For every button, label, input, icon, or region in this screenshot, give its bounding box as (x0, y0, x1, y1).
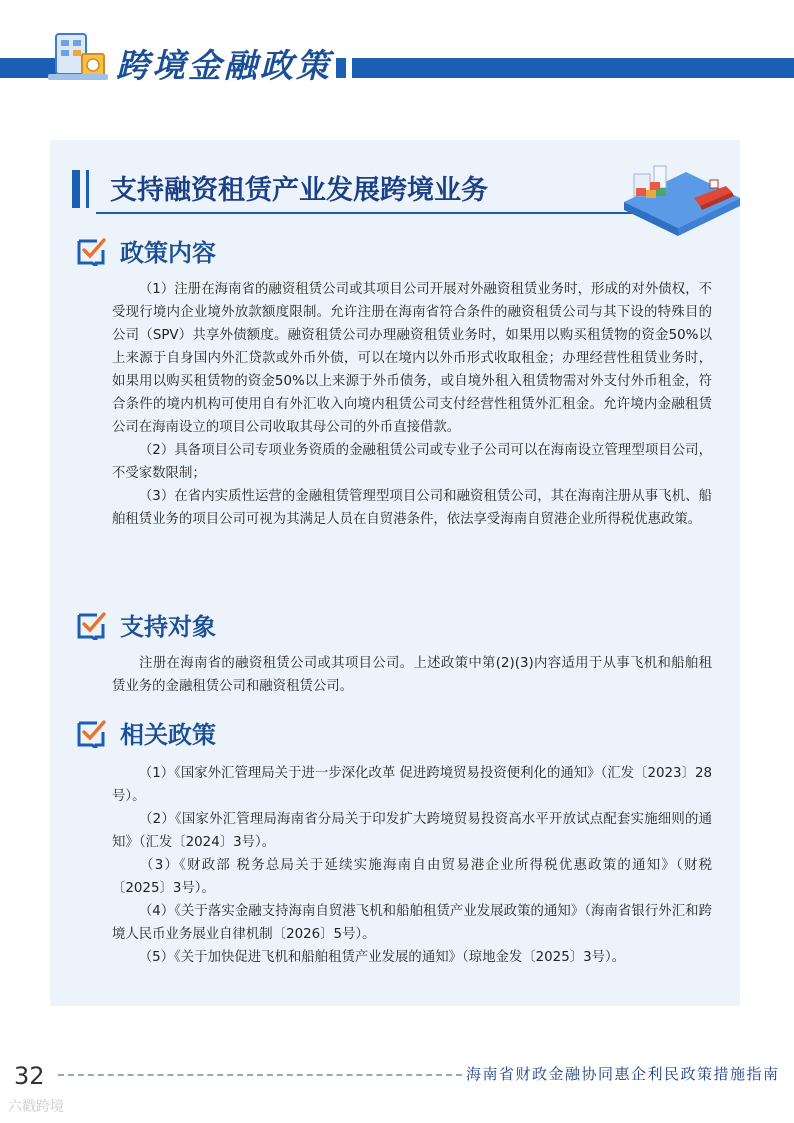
policy-content-body (112, 278, 712, 531)
checkbox-checked-icon (76, 236, 106, 266)
header-title: 跨境金融政策 (116, 46, 332, 85)
footer-dashed-divider (58, 1074, 462, 1076)
finance-building-icon (46, 28, 110, 84)
policy-item-3: （3）在省内实质性运营的金融租赁管理型项目公司和融资租赁公司，其在海南注册从事飞机、船舶租赁业务的项目公司可视为其满足人员在自贸港条件，依法享受海南自贸港企业所得税优惠政策。 (112, 489, 712, 527)
checkbox-checked-icon (76, 718, 106, 748)
support-target-body (112, 652, 712, 698)
port-ship-illustration-icon (616, 152, 742, 238)
policy-content-heading: 政策内容 (120, 239, 216, 267)
section-title-bar-thin (86, 170, 89, 208)
checkbox-checked-icon (76, 610, 106, 640)
related-policy-3: （3）《财政部 税务总局关于延续实施海南自由贸易港企业所得税优惠政策的通知》（财税〔2025〕3号）。 (112, 858, 712, 896)
support-target-text: 注册在海南省的融资租赁公司或其项目公司。上述政策中第(2)(3)内容适用于从事飞机和船舶租赁业务的金融租赁公司和融资租赁公司。 (112, 656, 712, 694)
footer-title: 海南省财政金融协同惠企利民政策措施指南 (466, 1065, 780, 1083)
support-target-heading-block (76, 610, 476, 650)
related-policies-heading-block (76, 718, 476, 758)
related-policies-heading: 相关政策 (120, 721, 216, 749)
page-number: 32 (14, 1062, 45, 1090)
related-policy-2: （2）《国家外汇管理局海南省分局关于印发扩大跨境贸易投资高水平开放试点配套实施细则的通知》（汇发〔2024〕3号）。 (112, 812, 712, 850)
policy-item-1: （1）注册在海南省的融资租赁公司或其项目公司开展对外融资租赁业务时，形成的对外债权，不受现行境内企业境外放款额度限制。允许注册在海南省符合条件的融资租赁公司与其下设的特殊目的公司（SPV）共享外债额度。融资租赁公司办理融资租赁业务时，如果用以购买租赁物的资金50%以上来源于自身国内外汇贷款或外币外债，可以在境内以外币形式收取租金；办理经营性租赁业务时，如果用以购买租赁物的资金50%以上来源于外币债务，或自境外租入租赁物需对外支付外币租金，符合条件的境内机构可使用自有外汇收入向境内租赁公司支付经营性租赁外汇租金。允许境内金融租赁公司在海南设立的项目公司收取其母公司的外币直接借款。 (112, 282, 712, 435)
support-target-heading: 支持对象 (120, 613, 216, 641)
section-title: 支持融资租赁产业发展跨境业务 (110, 175, 488, 206)
section-title-underline (96, 212, 656, 214)
policy-content-heading-block (76, 236, 476, 276)
header-band-right (352, 58, 794, 78)
related-policy-5: （5）《关于加快促进飞机和船舶租赁产业发展的通知》（琼地金发〔2025〕3号）。 (138, 950, 626, 965)
watermark: 六戳跨境 (8, 1099, 64, 1115)
related-policy-4: （4）《关于落实金融支持海南自贸港飞机和船舶租赁产业发展政策的通知》（海南省银行外汇和跨境人民币业务展业自律机制〔2026〕5号）。 (112, 904, 712, 942)
related-policy-1: （1）《国家外汇管理局关于进一步深化改革 促进跨境贸易投资便利化的通知》（汇发〔2023〕28号）。 (112, 766, 712, 804)
header-band-divider (336, 58, 346, 78)
section-title-bar (72, 170, 80, 208)
related-policies-body (112, 762, 712, 969)
section-title-block (72, 166, 632, 210)
policy-item-2: （2）具备项目公司专项业务资质的金融租赁公司或专业子公司可以在海南设立管理型项目公司，不受家数限制； (112, 443, 712, 481)
